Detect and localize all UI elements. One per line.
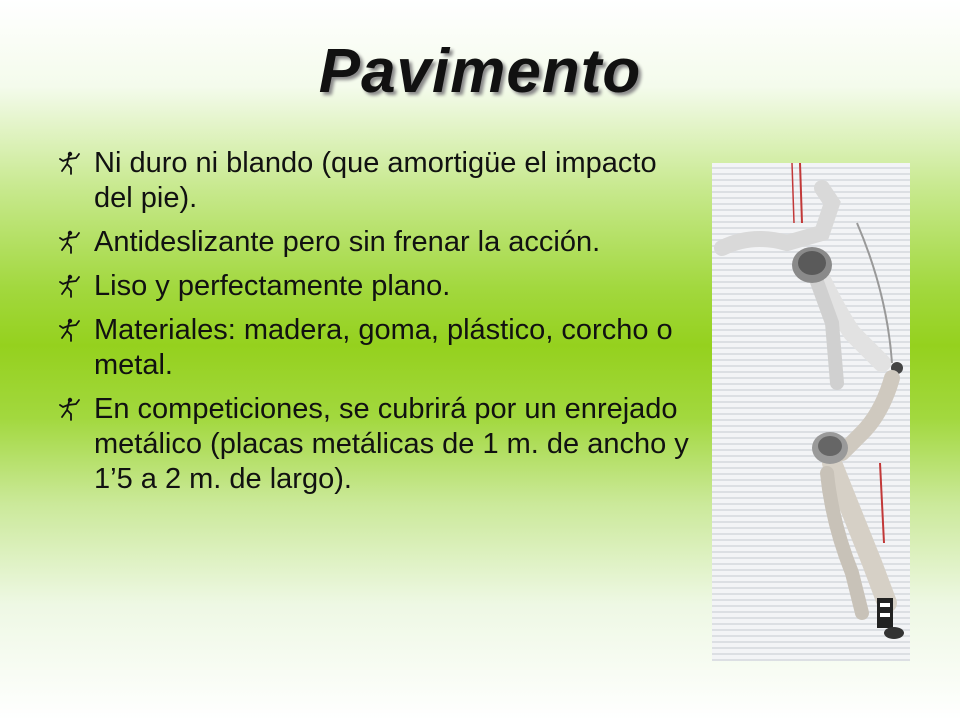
- fencing-photo-illustration: [712, 163, 910, 661]
- fencer-icon: [58, 274, 80, 298]
- bullet-text: Ni duro ni blando (que amortigüe el impacto del pie).: [94, 147, 657, 214]
- bullet-text: En competiciones, se cubrirá por un enrejado metálico (placas metálicas de 1 m. de ancho y 1’5 a 2 m. de largo).: [94, 393, 689, 495]
- fencing-photo: [712, 163, 910, 661]
- fencer-icon: [58, 318, 80, 342]
- fencer-icon: [58, 151, 80, 175]
- fencer-icon: [58, 230, 80, 254]
- bullet-item: [58, 146, 698, 216]
- bullet-text: Liso y perfectamente plano.: [94, 270, 451, 302]
- fencer-icon: [58, 397, 80, 421]
- bullet-item: [58, 392, 698, 497]
- bullet-text: Materiales: madera, goma, plástico, corcho o metal.: [94, 314, 673, 381]
- bullet-list: [58, 146, 698, 506]
- bullet-text: Antideslizante pero sin frenar la acción.: [94, 226, 601, 258]
- bullet-item: [58, 313, 698, 383]
- bullet-item: [58, 225, 698, 260]
- slide-title: Pavimento: [318, 37, 642, 106]
- bullet-item: [58, 269, 698, 304]
